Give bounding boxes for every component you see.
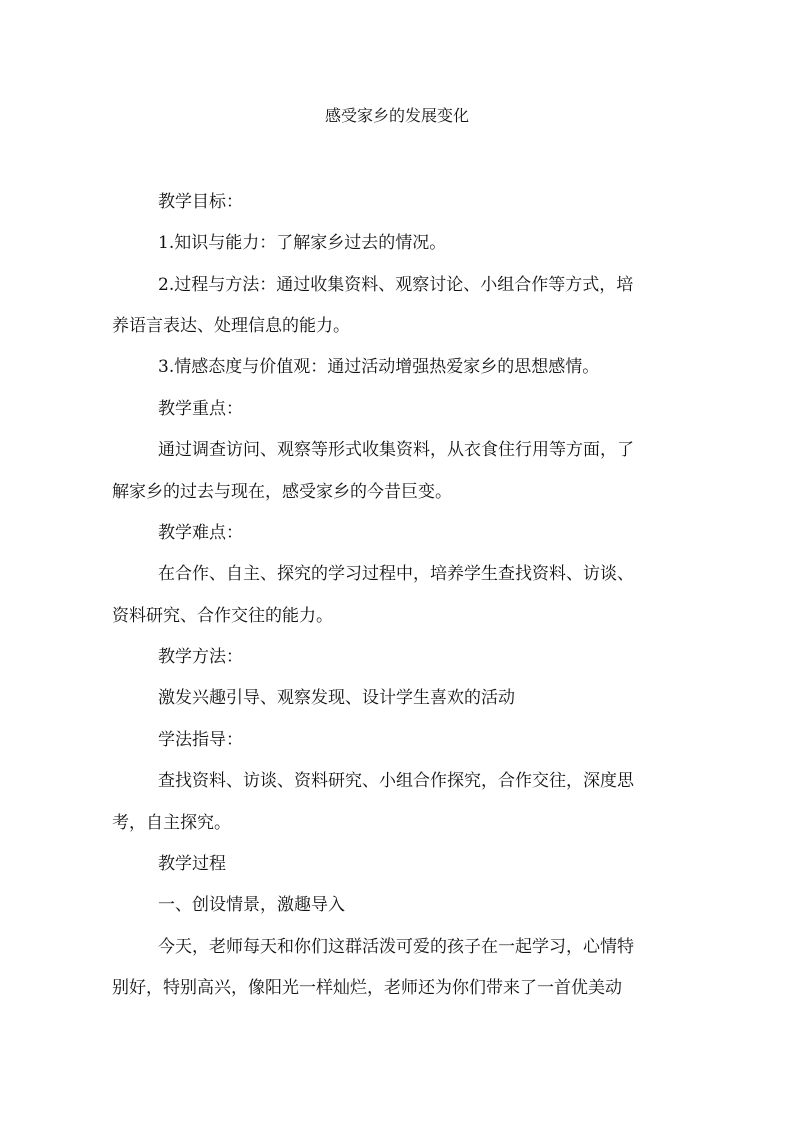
section-one-paragraph-line1: 今天，老师每天和你们这群活泼可爱的孩子在一起学习，心情特: [158, 937, 634, 957]
difficulties-line2: 资料研究、合作交往的能力。: [112, 606, 333, 626]
learning-guidance-line2: 考，自主探究。: [112, 813, 231, 833]
goal-knowledge: 1.知识与能力：了解家乡过去的情况。: [158, 233, 447, 253]
key-points-line2: 解家乡的过去与现在，感受家乡的今昔巨变。: [112, 482, 452, 502]
goal-process-line2: 养语言表达、处理信息的能力。: [112, 316, 350, 336]
teaching-methods-text: 激发兴趣引导、观察发现、设计学生喜欢的活动: [158, 688, 515, 708]
heading-difficulties: 教学难点：: [158, 523, 243, 543]
goal-process-line1: 2.过程与方法：通过收集资料、观察讨论、小组合作等方式，培: [158, 275, 634, 295]
learning-guidance-line1: 查找资料、访谈、资料研究、小组合作探究，合作交往，深度思: [158, 771, 634, 791]
difficulties-line1: 在合作、自主、探究的学习过程中，培养学生查找资料、访谈、: [158, 564, 634, 584]
section-one-heading: 一、创设情景，激趣导入: [158, 895, 345, 915]
key-points-line1: 通过调查访问、观察等形式收集资料，从衣食住行用等方面，了: [158, 440, 634, 460]
goal-emotion: 3.情感态度与价值观：通过活动增强热爱家乡的思想感情。: [158, 357, 600, 377]
heading-teaching-methods: 教学方法：: [158, 647, 243, 667]
document-title: 感受家乡的发展变化: [324, 106, 469, 125]
heading-learning-guidance: 学法指导：: [158, 730, 243, 750]
section-one-paragraph-line2: 别好，特别高兴，像阳光一样灿烂，老师还为你们带来了一首优美动: [112, 978, 622, 998]
heading-teaching-process: 教学过程: [158, 854, 226, 874]
heading-teaching-goals: 教学目标：: [158, 192, 243, 212]
heading-key-points: 教学重点：: [158, 399, 243, 419]
